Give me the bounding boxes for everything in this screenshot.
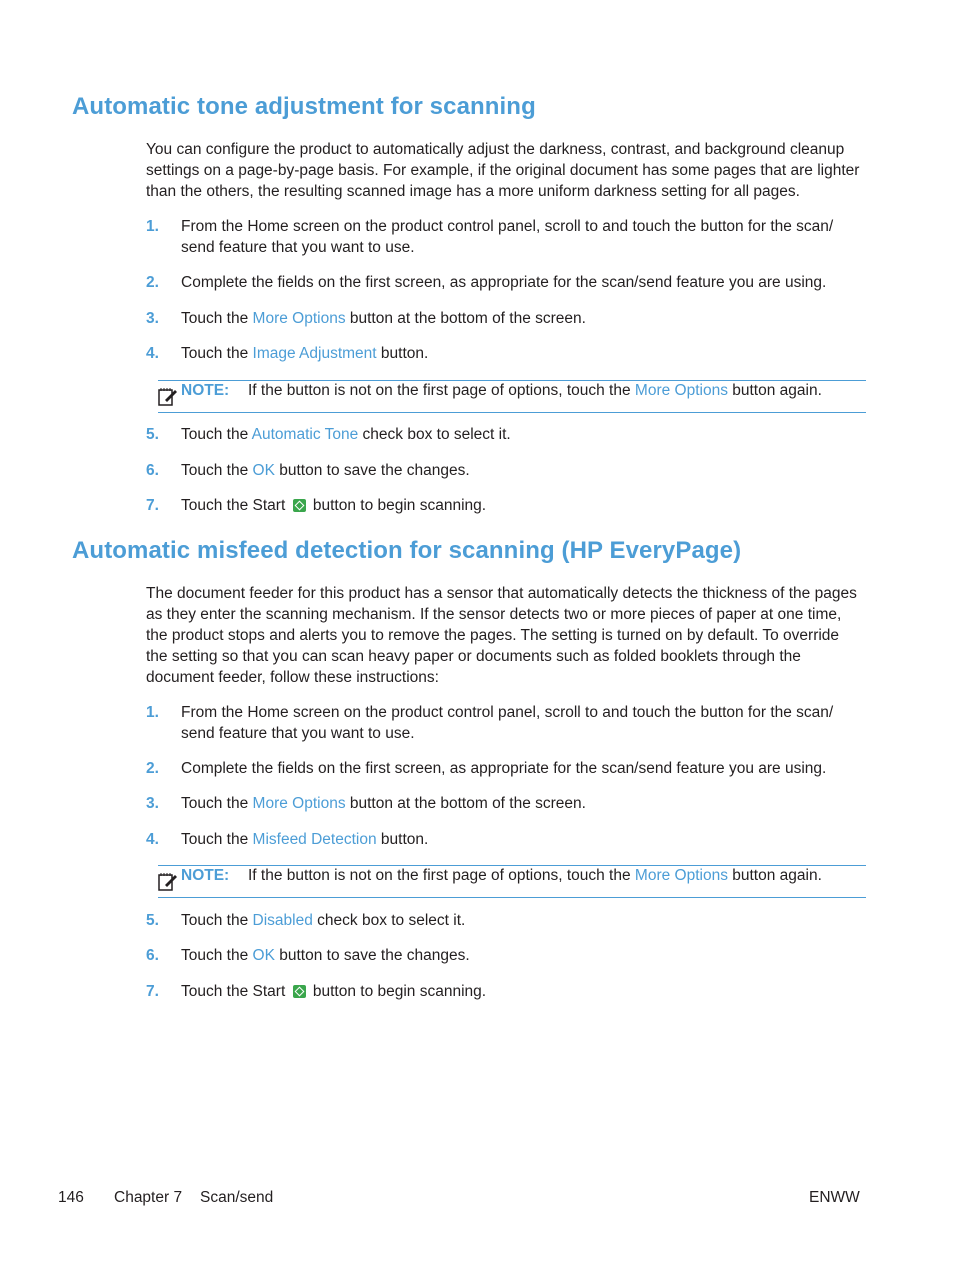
disabled-ref: Disabled <box>252 912 313 929</box>
step-6 <box>146 460 866 481</box>
step-text: Touch the Start <box>181 983 290 1000</box>
step-number: 3. <box>146 310 159 327</box>
intro-tone: You can configure the product to automatically adjust the darkness, contrast, and background cleanup settings on a page-by-page basis. For example, if the original document has some pages that are lighter than the others, the resulting scanned image has a more uniform darkness setting for all pages. <box>146 141 860 200</box>
note-text: button again. <box>727 382 822 399</box>
step-2 <box>146 758 866 779</box>
more-options-ref: More Options <box>252 795 346 812</box>
ok-ref: OK <box>252 462 275 479</box>
step-text: Touch the <box>181 795 253 812</box>
step-3 <box>146 308 866 329</box>
step-number: 4. <box>146 345 159 362</box>
step-number: 6. <box>146 462 159 479</box>
step-text: button to begin scanning. <box>308 497 487 514</box>
note-label: NOTE: <box>181 867 230 884</box>
step-text: Touch the <box>181 947 253 964</box>
step-number: 1. <box>146 218 159 235</box>
step-number: 7. <box>146 497 159 514</box>
locale-code: ENWW <box>809 1189 860 1206</box>
step-text: Touch the <box>181 831 253 848</box>
automatic-tone-ref: Automatic Tone <box>251 426 359 443</box>
step-number: 1. <box>146 704 159 721</box>
more-options-ref: More Options <box>634 382 728 399</box>
note-box <box>158 380 866 413</box>
step-5 <box>146 910 866 931</box>
note-box <box>158 865 866 898</box>
step-text: Complete the fields on the first screen, as appropriate for the scan/send feature you are using. <box>181 760 827 777</box>
misfeed-detection-ref: Misfeed Detection <box>252 831 377 848</box>
step-text: button. <box>376 831 429 848</box>
section-title-misfeed: Automatic misfeed detection for scanning (HP EveryPage) <box>72 537 742 564</box>
step-number: 5. <box>146 426 159 443</box>
step-6 <box>146 945 866 966</box>
step-text: button to save the changes. <box>274 462 470 479</box>
page-number: 146 <box>58 1189 84 1206</box>
chapter-label: Chapter 7 <box>114 1189 183 1206</box>
step-text: Touch the <box>181 912 253 929</box>
chapter-section: Scan/send <box>200 1189 274 1206</box>
step-number: 3. <box>146 795 159 812</box>
step-7 <box>146 981 866 1002</box>
step-4 <box>146 829 866 850</box>
step-3 <box>146 793 866 814</box>
step-number: 6. <box>146 947 159 964</box>
step-4 <box>146 343 866 364</box>
note-text: If the button is not on the first page of options, touch the <box>248 382 635 399</box>
step-number: 7. <box>146 983 159 1000</box>
more-options-ref: More Options <box>252 310 346 327</box>
step-text: Touch the Start <box>181 497 290 514</box>
step-number: 5. <box>146 912 159 929</box>
step-text: Touch the <box>181 345 253 362</box>
step-text: button to begin scanning. <box>308 983 487 1000</box>
step-text: button at the bottom of the screen. <box>345 310 586 327</box>
step-number: 4. <box>146 831 159 848</box>
step-number: 2. <box>146 760 159 777</box>
note-pencil-icon <box>158 871 178 891</box>
step-1 <box>146 702 866 744</box>
step-text: From the Home screen on the product control panel, scroll to and touch the button for the scan/ send feature that you want to use. <box>181 218 834 256</box>
step-text: From the Home screen on the product control panel, scroll to and touch the button for the scan/ send feature that you want to use. <box>181 704 834 742</box>
note-text: button again. <box>727 867 822 884</box>
step-text: Complete the fields on the first screen, as appropriate for the scan/send feature you are using. <box>181 274 827 291</box>
start-button-icon <box>293 499 306 512</box>
step-text: button at the bottom of the screen. <box>345 795 586 812</box>
step-text: Touch the <box>181 310 253 327</box>
note-pencil-icon <box>158 386 178 406</box>
intro-misfeed: The document feeder for this product has a sensor that automatically detects the thickness of the pages as they enter the scanning mechanism. If the sensor detects two or more pieces of paper at one time, the product stops and alerts you to remove the pages. The setting is turned on by default. To override the setting so that you can scan heavy paper or documents such as folded booklets through the document feeder, follow these instructions: <box>146 585 857 686</box>
step-text: Touch the <box>181 426 252 443</box>
step-text: Touch the <box>181 462 253 479</box>
step-2 <box>146 272 866 293</box>
note-text: If the button is not on the first page of options, touch the <box>248 867 635 884</box>
step-text: button. <box>376 345 429 362</box>
step-number: 2. <box>146 274 159 291</box>
step-text: button to save the changes. <box>274 947 470 964</box>
step-1 <box>146 216 866 258</box>
step-5 <box>146 424 866 445</box>
more-options-ref: More Options <box>634 867 728 884</box>
note-label: NOTE: <box>181 382 230 399</box>
start-button-icon <box>293 985 306 998</box>
image-adjustment-ref: Image Adjustment <box>252 345 377 362</box>
step-7 <box>146 495 866 516</box>
step-text: check box to select it. <box>358 426 511 443</box>
section-title-tone: Automatic tone adjustment for scanning <box>72 93 536 120</box>
step-text: check box to select it. <box>312 912 466 929</box>
ok-ref: OK <box>252 947 275 964</box>
